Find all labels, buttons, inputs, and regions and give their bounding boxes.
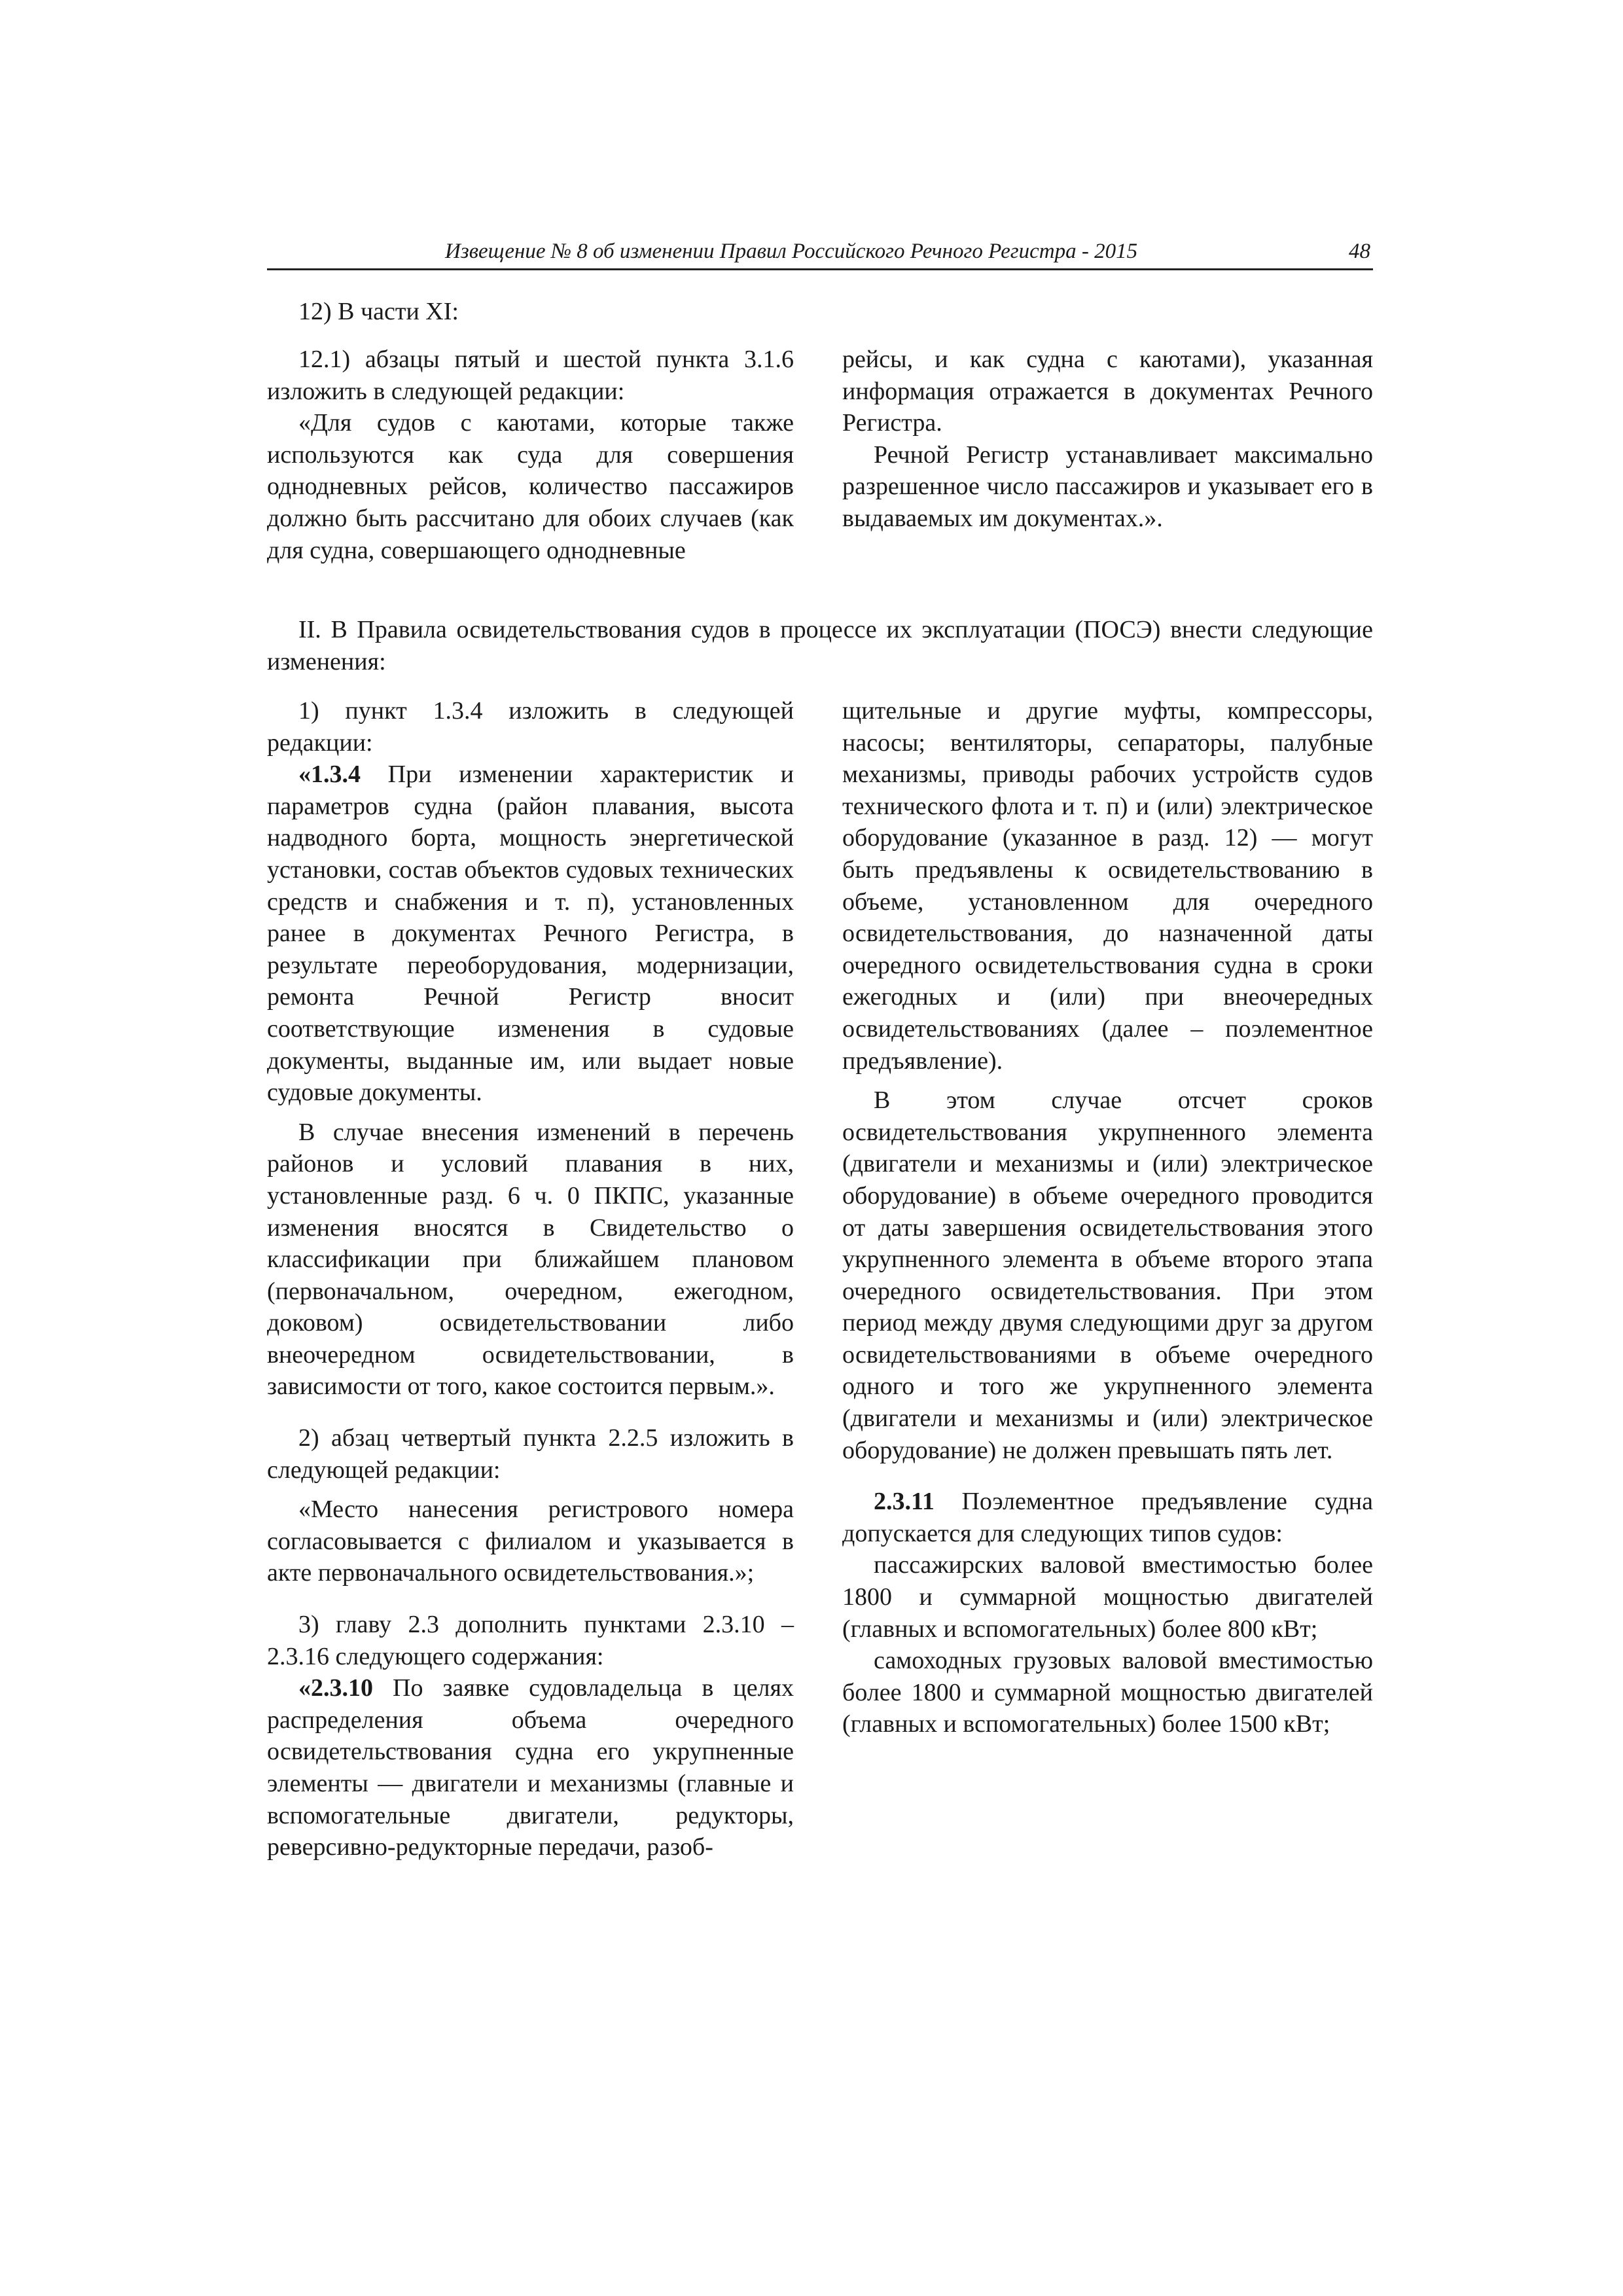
part2-right-column: [842, 695, 1373, 1740]
paragraph-1-3-4-continuation: В случае внесения изменений в перечень районов и условий плавания в них, установленные разд. 6 ч. 0 ПКПС, указанные изменения вносятся в Свидетельство о классификации при ближайшем плановом (первоначальном, очередном, ежегодном, доковом) освидетельствовании либо внеочередном освидетельствовании, в зависимости от того, какое состоится первым.».: [267, 1118, 794, 1401]
section-ii-intro: II. В Правила освидетельствования судов в процессе их эксплуатации (ПОСЭ) внести следующие изменения:: [267, 616, 1373, 675]
quote-cabins-end: рейсы, и как судна с каютами), указанная информация отражается в документах Речного Регистра.: [842, 346, 1373, 437]
paragraph-2-3-10-continuation: щительные и другие муфты, компрессоры, насосы; вентиляторы, сепараторы, палубные механизмы, приводы рабочих устройств судов технического флота и т. п) и (или) электрическое оборудование (указанное в разд. 12) — могут быть предъявлены к освидетельствованию в объеме, установленном для очередного освидетельствования, до назначенной даты очередного освидетельствования судна в сроки ежегодных и (или) при внеочередных освидетельствованиях (далее – поэлементное предъявление).: [842, 697, 1373, 1075]
part1-left-column: [267, 344, 794, 566]
section-xi-heading: 12) В части XI:: [298, 298, 459, 325]
part1-right-column: [842, 344, 1373, 535]
paragraph-1-3-4-number: «1.3.4: [298, 761, 361, 789]
paragraph-12-1: 12.1) абзацы пятый и шестой пункта 3.1.6 изложить в следующей редакции:: [267, 346, 794, 405]
quote-register-max: Речной Регистр устанавливает максимально разрешенное число пассажиров и указывает его в выдаваемых им документах.».: [842, 440, 1373, 532]
part2-left-column: [267, 695, 794, 1863]
paragraph-2-3-10-case: В этом случае отсчет сроков освидетельствования укрупненного элемента (двигатели и механизмы и (или) электрическое оборудование) в объеме очередного проводится от даты завершения освидетельствования этого укрупненного элемента в объеме второго этапа очередного освидетельствования. При этом период между двумя следующими друг за другом освидетельствованиями в объеме очередного одного и того же укрупненного элемента (двигатели и механизмы и (или) электрическое оборудование) не должен превышать пять лет.: [842, 1086, 1373, 1464]
paragraph-2-3-10-text: По заявке судовладельца в целях распределения объема очередного освидетельствования судна его укрупненные элементы — двигатели и механизмы (главные и вспомогательные двигатели, редукторы, реверсивно-редукторные передачи, разоб-: [267, 1674, 794, 1861]
header-title: Извещение № 8 об изменении Правил Российского Речного Регистра - 2015: [445, 240, 1138, 263]
page-number: 48: [1349, 240, 1370, 263]
paragraph-2-3-11-number: 2.3.11: [874, 1488, 935, 1516]
item-2: 2) абзац четвертый пункта 2.2.5 изложить в следующей редакции:: [267, 1424, 794, 1484]
paragraph-2-3-11-text: Поэлементное предъявление судна допускается для следующих типов судов:: [842, 1488, 1373, 1547]
vessel-type-passenger: пассажирских валовой вместимостью более 1800 и суммарной мощностью двигателей (главных и вспомогательных) более 800 кВт;: [842, 1551, 1373, 1643]
paragraph-1-3-4-text: При изменении характеристик и параметров судна (район плавания, высота надводного борта, мощность энергетической установки, состав объектов судовых технических средств и снабжения и т. п), установленных ранее в документах Речного Регистра, в результате переоборудования, модернизации, ремонта Речной Регистр вносит соответствующие изменения в судовые документы, выданные им, или выдает новые судовые документы.: [267, 761, 794, 1107]
item-1: 1) пункт 1.3.4 изложить в следующей редакции:: [267, 697, 794, 757]
running-header: [267, 237, 1373, 270]
section-ii-block: [267, 614, 1373, 677]
paragraph-1-3-4: [267, 759, 794, 1109]
item-3: 3) главу 2.3 дополнить пунктами 2.3.10 – 2.3.16 следующего содержания:: [267, 1611, 794, 1670]
item-2-quote: «Место нанесения регистрового номера согласовывается с филиалом и указывается в акте первоначального освидетельствования.»;: [267, 1496, 794, 1587]
quote-cabins-start: «Для судов с каютами, которые также используются как суда для совершения однодневных рейсов, количество пассажиров должно быть рассчитано для обоих случаев (как для судна, совершающего однодневные: [267, 409, 794, 564]
paragraph-2-3-11: [842, 1486, 1373, 1549]
paragraph-2-3-10-number: «2.3.10: [298, 1674, 373, 1702]
vessel-type-cargo: самоходных грузовых валовой вместимостью более 1800 и суммарной мощностью двигателей (главных и вспомогательных) более 1500 кВт;: [842, 1647, 1373, 1738]
section-xi-heading-block: [267, 296, 1373, 328]
paragraph-2-3-10: [267, 1672, 794, 1863]
